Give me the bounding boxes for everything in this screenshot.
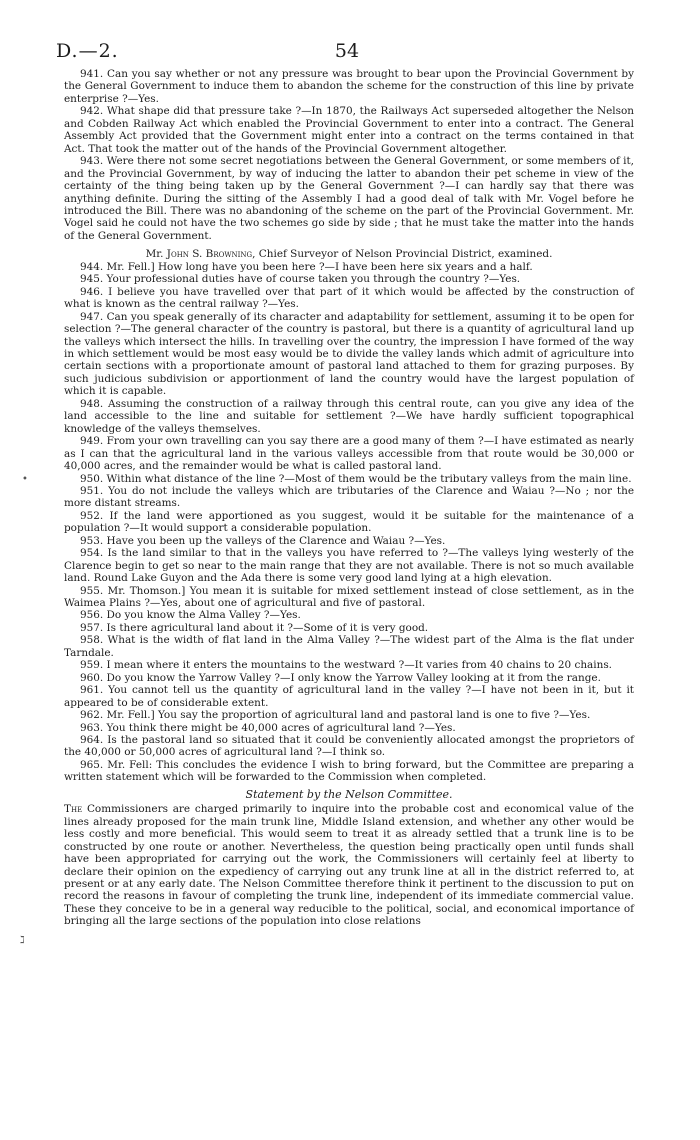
question-paragraph: 945. Your professional duties have of course taken you through the country ?—Yes. (80, 273, 521, 286)
question-paragraph: 957. Is there agricultural land about it ?—Some of it is very good. (80, 621, 429, 634)
question-paragraph: 954. Is the land similar to that in the valleys you have referred to ?—The valleys lying westerly of the Clarence begin to get so near to the main range that they are not available. There is not so much available land. Round Lake Guyon and the Ada there is some very good land lying at a high elevation. (64, 547, 634, 585)
question-paragraph: 959. I mean where it enters the mountains to the westward ?—It varies from 40 chains to 20 chains. (80, 659, 613, 672)
page-body (64, 68, 634, 928)
margin-mark: ℷ (20, 935, 25, 946)
question-paragraph: 941. Can you say whether or not any pressure was brought to bear upon the Provincial Government by the General Government to induce them to abandon the scheme for the construction of this line by private enterprise ?—Yes. (64, 68, 634, 105)
page-header (56, 40, 638, 66)
question-paragraph: 944. Mr. Fell.] How long have you been here ?—I have been here six years and a half. (80, 260, 533, 273)
question-paragraph: 955. Mr. Thomson.] You mean it is suitable for mixed settlement instead of close settlement, as in the Waimea Plains ?—Yes, about one of agricultural and five of pastoral. (64, 584, 634, 610)
document-reference: D.—2. (56, 40, 119, 62)
question-paragraph: 951. You do not include the valleys which are tributaries of the Clarence and Waiau ?—No ; nor the more distant streams. (64, 484, 634, 510)
question-paragraph: 942. What shape did that pressure take ?—In 1870, the Railways Act superseded altogether the Nelson and Cobden Railway Act which enabled the Provincial Government to enter into a contract. The General Assembly Act provided that the Government might enter into a contract on the terms contained in that Act. That took the matter out of the hands of the Provincial Government altogether. (64, 105, 634, 155)
section-heading: Statement by the Nelson Committee. (245, 787, 453, 801)
witness-intro (64, 248, 634, 260)
question-paragraph: 950. Within what distance of the line ?—Most of them would be the tributary valleys from the main line. (80, 472, 632, 485)
question-paragraph: 963. You think there might be 40,000 acres of agricultural land ?—Yes. (80, 721, 456, 734)
page-number: 54 (334, 40, 360, 62)
witness-prefix: Mr. (145, 248, 167, 261)
question-paragraph: 965. Mr. Fell: This concludes the evidence I wish to bring forward, but the Committee are preparing a written statement which will be forwarded to the Commission when completed. (64, 758, 634, 784)
witness-description: , Chief Surveyor of Nelson Provincial District, examined. (252, 248, 553, 261)
margin-dot: • (22, 474, 28, 485)
question-paragraph: 949. From your own travelling can you say there are a good many of them ?—I have estimated as nearly as I can that the agricultural land in the various valleys accessible from that route would be 30,000 or 40,000 acres, and the remainder would be what is called pastoral land. (64, 435, 634, 473)
statement-paragraph (64, 803, 634, 928)
question-paragraph: 960. Do you know the Yarrow Valley ?—I only know the Yarrow Valley looking at it from the range. (80, 671, 601, 684)
question-paragraph: 964. Is the pastoral land so situated that it could be conveniently allocated amongst the proprietors of the 40,000 or 50,000 acres of agricultural land ?—I think so. (64, 734, 634, 759)
question-paragraph: 962. Mr. Fell.] You say the proportion of agricultural land and pastoral land is one to five ?—Yes. (80, 709, 591, 722)
question-paragraph: 961. You cannot tell us the quantity of agricultural land in the valley ?—I have not been in it, but it appeared to be of considerable extent. (64, 684, 634, 709)
question-paragraph: 958. What is the width of flat land in the Alma Valley ?—The widest part of the Alma is the flat under Tarndale. (64, 634, 634, 659)
statement-text: Commissioners are charged primarily to inquire into the probable cost and economical value of the lines already proposed for the main trunk line, Middle Island extension, and whether any other would be less costly and more beneficial. This would seem to treat it as already settled that a trunk line is to be constructed by one route or another. Nevertheless, the question being practically open until funds shall have been appropriated for carrying out the work, the Commissioners will certainly feel at liberty to declare their opinion on the expediency of carrying out any trunk line at all in the district referred to, at present or at any early date. The Nelson Committee therefore think it pertinent to the discussion to put on record the reasons in favour of completing the trunk line, independent of its immediate commercial value. These they conceive to be in a general way reducible to the political, social, and economical importance of bringing all the large sections of the population into close relations (64, 803, 634, 928)
question-paragraph: 948. Assuming the construction of a railway through this central route, can you give any idea of the land accessible to the line and suitable for settlement ?—We have hardly sufficient topographical knowledge of the valleys themselves. (64, 397, 634, 435)
witness-name: John S. Browning (166, 248, 253, 261)
question-paragraph: 947. Can you speak generally of its character and adaptability for settlement, assuming it to be open for selection ?—The general character of the country is pastoral, but there is a quantity of agricultural land up the valleys which intersect the hills. In travelling over the country, the impression I have formed of the way in which settlement would be most easy would be to divide the valley lands which admit of agriculture into certain sections with a proportionate amount of pastoral land attached to them for grazing purposes. By such judicious subdivision or apportionment of land the country would have the largest population of which it is capable. (64, 310, 634, 398)
question-paragraph: 956. Do you know the Alma Valley ?—Yes. (80, 609, 301, 622)
question-paragraph: 953. Have you been up the valleys of the Clarence and Waiau ?—Yes. (80, 534, 446, 547)
question-paragraph: 952. If the land were apportioned as you suggest, would it be suitable for the maintenance of a population ?—It would support a considerable population. (64, 509, 634, 535)
statement-lead-word: The (64, 803, 83, 816)
question-paragraph: 943. Were there not some secret negotiations between the General Government, or some members of it, and the Provincial Government, by way of inducing the latter to abandon their pet scheme in view of the certainty of the thing being taken up by the General Government ?—I can hardly say that there was anything definite. During the sitting of the Assembly I had a good deal of talk with Mr. Vogel before he introduced the Bill. There was no abandoning of the scheme on the part of the Provincial Government. Mr. Vogel said he could not have the two schemes go side by side ; that he must take the matter into the hands of the General Government. (64, 155, 634, 242)
question-paragraph: 946. I believe you have travelled over that part of it which would be affected by the construction of what is known as the central railway ?—Yes. (64, 285, 634, 311)
